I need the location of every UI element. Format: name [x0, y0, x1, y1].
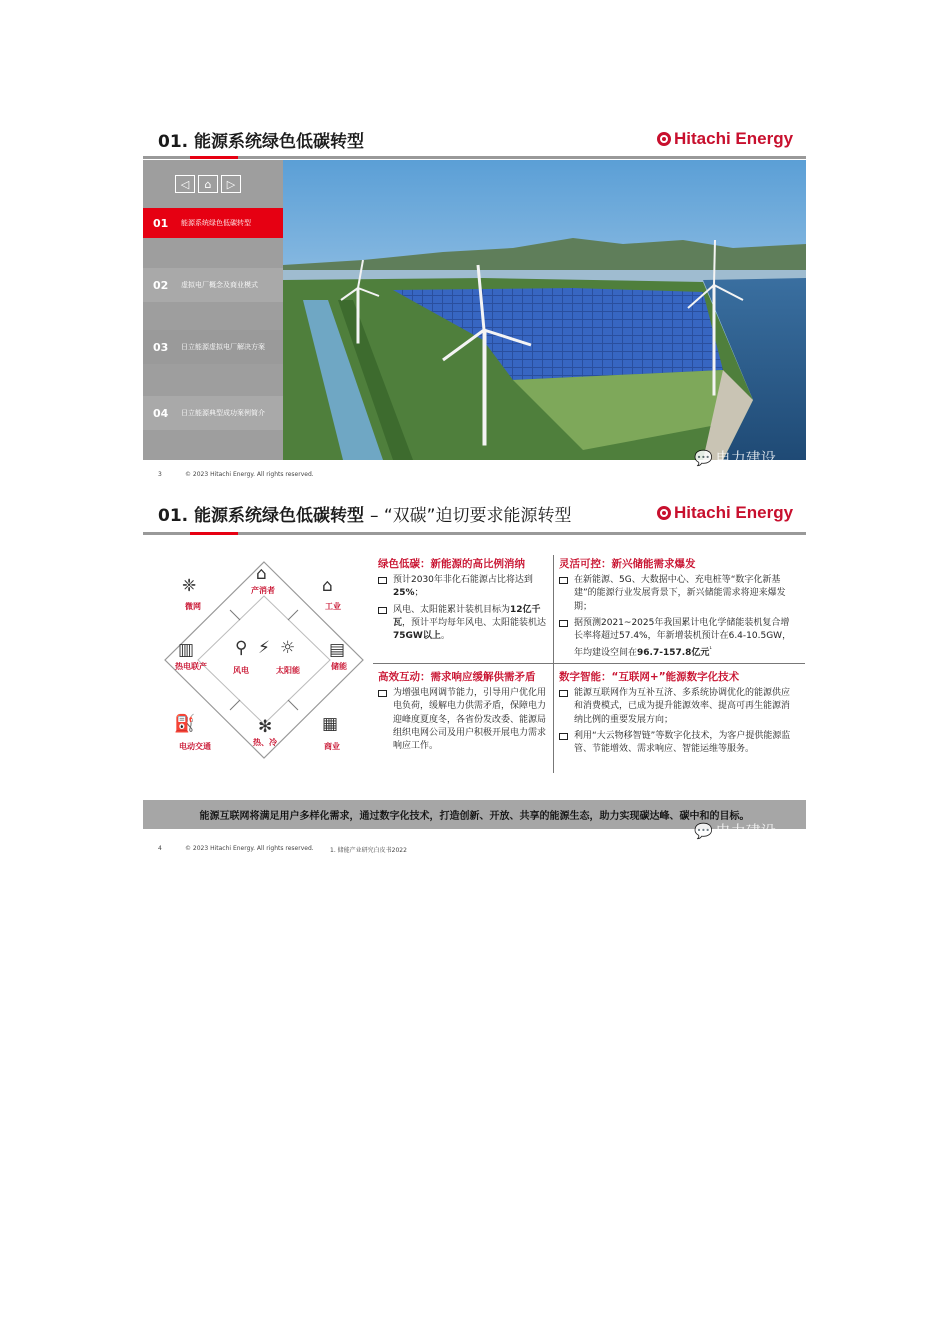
- watermark-text: 电力建设: [715, 822, 776, 840]
- menu-item-03[interactable]: [143, 330, 283, 364]
- wechat-icon: 💬: [694, 821, 713, 840]
- wind-solar-photo: [283, 160, 806, 460]
- bullet-bold: 75GW以上: [393, 631, 441, 642]
- checkbox-icon: [559, 733, 568, 740]
- bullet-tail: 。: [440, 631, 450, 642]
- nav-buttons: [175, 175, 241, 193]
- bullet-text: 能源互联网作为互补互济、多系统协调优化的能源供应和消费模式，已成为提升能源效率、提高可再生能源消纳比例的重要发展方向；: [574, 688, 791, 725]
- bullet: [559, 730, 795, 757]
- footnote-ref: ¹: [709, 646, 712, 654]
- wind-turbine-icon: ⚲: [235, 638, 248, 658]
- menu-num: 02: [153, 278, 169, 292]
- slide2-title: [158, 501, 572, 526]
- label-solar: 太阳能: [276, 666, 300, 675]
- bullet-bold: 25%: [393, 588, 415, 599]
- watermark-text: 电力建设: [715, 449, 776, 467]
- bullet-tail: ；: [414, 588, 424, 599]
- building-icon: ▦: [322, 714, 339, 734]
- checkbox-icon: [378, 577, 387, 584]
- quadrant-heading: 高效互动：需求响应缓解供需矛盾: [378, 671, 536, 683]
- slide1-title: 01. 能源系统绿色低碳转型: [158, 132, 365, 152]
- menu-label: 能源系统绿色低碳转型: [181, 219, 251, 227]
- wechat-icon: 💬: [694, 448, 713, 467]
- microgrid-icon: ❈: [182, 576, 197, 596]
- bullet-bold: 12亿千瓦: [393, 604, 541, 628]
- sun-icon: ☼: [280, 638, 296, 658]
- chp-icon: ▥: [178, 640, 195, 660]
- summary-text: 能源互联网将满足用户多样化需求，通过数字化技术，打造创新、开放、共享的能源生态，助力实现碳达峰、碳中和的目标。: [199, 811, 750, 822]
- checkbox-icon: [378, 607, 387, 614]
- label-storage: 储能: [331, 662, 347, 671]
- label-consumer: 产消者: [251, 586, 275, 595]
- quadrant-green-low-carbon: [378, 556, 550, 643]
- label-heat-cool: 热、冷: [253, 738, 277, 747]
- page-number: 3: [158, 471, 162, 478]
- menu-label: 虚拟电厂概念及商业模式: [181, 281, 258, 289]
- quadrant-digital-intelligence: [559, 669, 795, 756]
- slide2-title-main: 01. 能源系统绿色低碳转型: [158, 506, 365, 526]
- factory-icon: ⌂: [322, 576, 333, 596]
- bullet-text: 利用“大云物移智链”等数字化技术，为客户提供能源监管、节能增效、需求响应、智能运维等服务。: [574, 730, 791, 755]
- label-microgrid: 微网: [185, 602, 201, 611]
- hitachi-logo-icon: [657, 132, 671, 146]
- ev-charger-icon: ⛽: [174, 714, 196, 734]
- bullet-text: 预计2030年非化石能源占比将达到: [393, 575, 533, 585]
- menu-item-01[interactable]: [143, 208, 283, 238]
- quadrant-efficient-interaction: [378, 669, 550, 753]
- pylon-icon: ⚡: [258, 638, 270, 658]
- bullet-bold: 96.7-157.8亿元: [637, 648, 710, 659]
- quadrant-heading: 数字智能：“互联网+”能源数字化技术: [559, 671, 740, 683]
- menu-label: 日立能源典型成功案例简介: [181, 409, 265, 417]
- bullet-text: 风电、太阳能累计装机目标为: [393, 604, 511, 615]
- bullet: [559, 687, 795, 727]
- quadrant-divider-h: [373, 663, 805, 664]
- hitachi-logo-icon: [657, 506, 671, 520]
- bullet-text: 为增强电网调节能力，引导用户优化用电负荷，缓解电力供需矛盾，保障电力迎峰度夏度冬，各省份发改委、能源局组织电网公司及用户积极开展电力需求响应工作。: [393, 688, 547, 752]
- bullet: [559, 617, 795, 661]
- bullet-text: 在新能源、5G、大数据中心、充电桩等“数字化新基建”的能源行业发展背景下，新兴储能需求将迎来爆发期；: [574, 575, 786, 612]
- checkbox-icon: [559, 620, 568, 627]
- footnote: 1. 储能产业研究白皮书2022: [330, 847, 407, 854]
- bullet-text: 据预测2021~2025年我国累计电化学储能装机复合增长率将超过57.4%，年新增装机预计在6.4-10.5GW，年均建设空间在: [574, 617, 792, 659]
- bullet: [378, 604, 550, 644]
- label-industry: 工业: [325, 602, 341, 611]
- menu-item-02[interactable]: [143, 268, 283, 302]
- label-commerce: 商业: [324, 742, 340, 751]
- bullet: [378, 574, 550, 601]
- home-icon[interactable]: ⌂: [198, 175, 218, 193]
- quadrant-heading: 绿色低碳：新能源的高比例消纳: [378, 558, 525, 570]
- diagram-arrows: [230, 610, 298, 710]
- bullet: [559, 574, 795, 614]
- checkbox-icon: [378, 690, 387, 697]
- menu-num: 03: [153, 340, 169, 354]
- battery-icon: ▤: [329, 640, 346, 660]
- watermark-2: [694, 820, 776, 841]
- copyright: © 2023 Hitachi Energy. All rights reserved.: [185, 845, 314, 852]
- house-icon: ⌂: [256, 564, 267, 584]
- menu-num: 04: [153, 406, 169, 420]
- title-rule: [143, 532, 806, 535]
- copyright: © 2023 Hitachi Energy. All rights reserved.: [185, 471, 314, 478]
- hitachi-logo: [657, 129, 793, 149]
- menu-num: 01: [153, 216, 169, 230]
- heat-cool-icon: ✻: [258, 717, 273, 737]
- bullet: [378, 687, 550, 753]
- title-rule-accent: [190, 532, 238, 535]
- logo-text: Hitachi Energy: [674, 503, 794, 522]
- page-number: 4: [158, 845, 162, 852]
- checkbox-icon: [559, 577, 568, 584]
- watermark-1: [694, 447, 776, 468]
- label-wind: 风电: [233, 666, 249, 675]
- menu-label: 日立能源虚拟电厂解决方案: [181, 343, 265, 351]
- hitachi-logo: [657, 503, 793, 523]
- quadrant-heading: 灵活可控：新兴储能需求爆发: [559, 558, 696, 570]
- bullet-tail: ，预计平均每年风电、太阳能装机达: [402, 617, 547, 628]
- checkbox-icon: [559, 690, 568, 697]
- inner-diamond: [198, 596, 330, 724]
- title-rule-accent: [190, 156, 238, 159]
- next-icon[interactable]: ▷: [221, 175, 241, 193]
- quadrant-flexible-control: [559, 556, 795, 661]
- label-ev: 电动交通: [179, 742, 211, 751]
- quadrant-divider-v: [553, 555, 554, 773]
- logo-text: Hitachi Energy: [674, 129, 794, 148]
- label-chp: 热电联产: [175, 662, 207, 671]
- slide2-title-sub: – “双碳”迫切要求能源转型: [369, 506, 572, 526]
- menu-item-04[interactable]: [143, 396, 283, 430]
- prev-icon[interactable]: ◁: [175, 175, 195, 193]
- title-rule: [143, 156, 806, 159]
